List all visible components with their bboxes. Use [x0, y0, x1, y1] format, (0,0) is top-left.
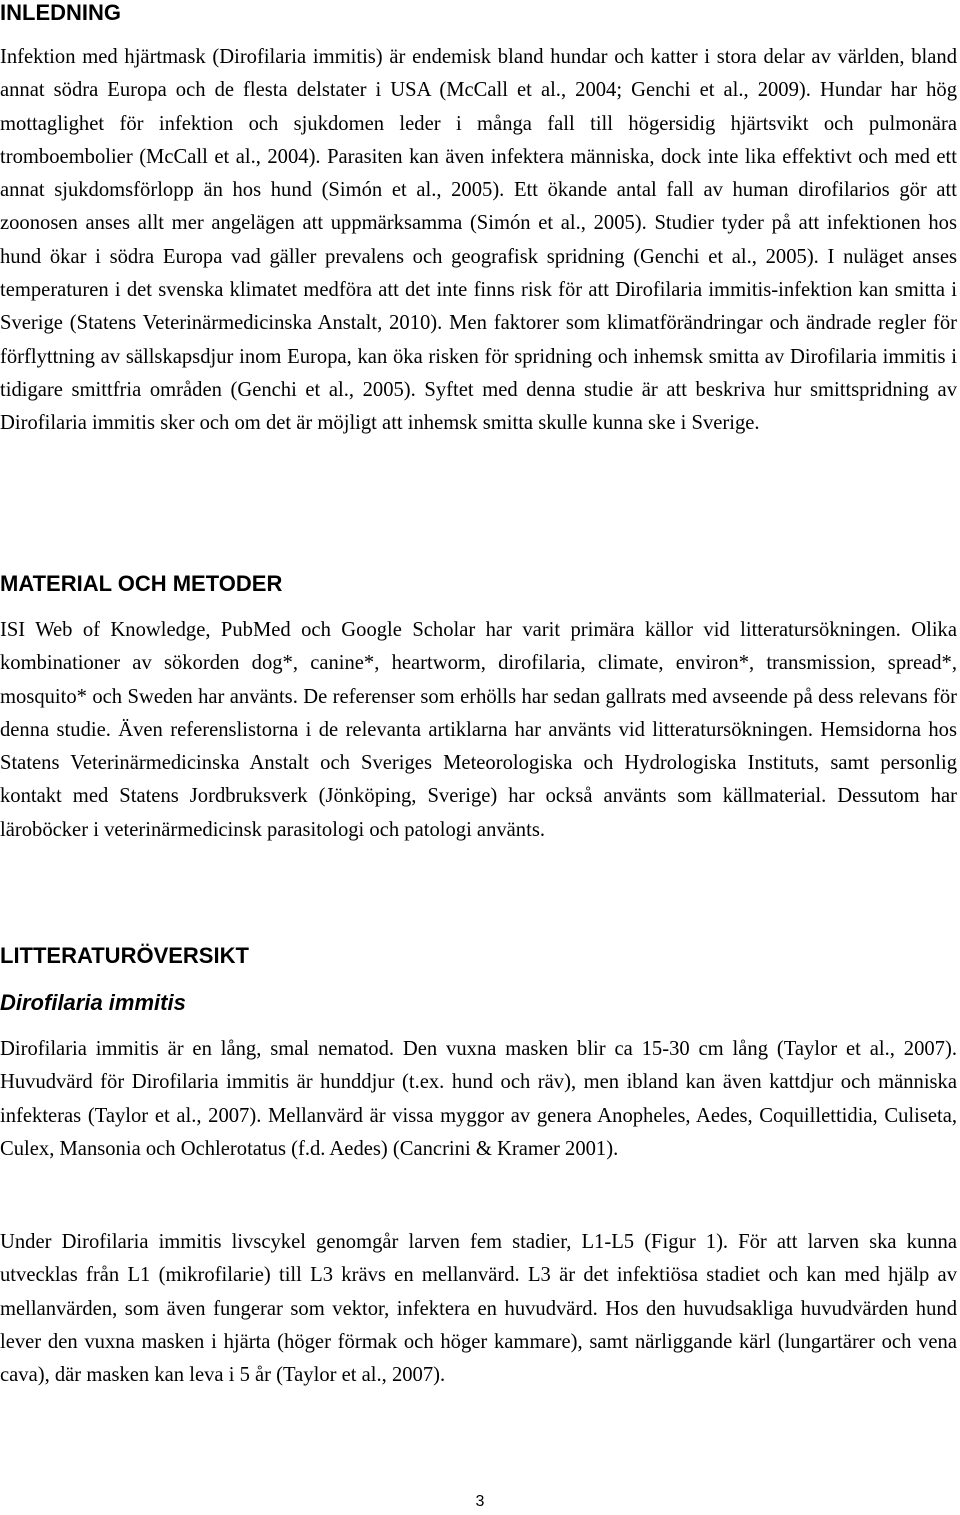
heading-inledning: INLEDNING [0, 0, 121, 25]
heading-litteraturoversikt: LITTERATURÖVERSIKT [0, 943, 249, 968]
paragraph-litteratur-1: Dirofilaria immitis är en lång, smal nematod. Den vuxna masken blir ca 15-30 cm lång (Taylor et al., 2007). Huvudvärd för Dirofilaria immitis är hunddjur (t.ex. hund och räv), men ibland kan även kattdjur och människa infekteras (Taylor et al., 2007). Mellanvärd är vissa myggor av genera Anopheles, Aedes, Coquillettidia, Culiseta, Culex, Mansonia och Ochlerotatus (f.d. Aedes) (Cancrini & Kramer 2001). [0, 1038, 957, 1160]
paragraph-material: ISI Web of Knowledge, PubMed och Google Scholar har varit primära källor vid litteratursökningen. Olika kombinationer av sökorden dog*, canine*, heartworm, dirofilaria, climate, environ*, transmission, spread*, mosquito* och Sweden har använts. De referenser som erhölls har sedan gallrats med avseende på dess relevans för denna studie. Även referenslistorna i de relevanta artiklarna har använts vid litteratursökningen. Hemsidorna hos Statens Veterinärmedicinska Anstalt och Sveriges Meteorologiska och Hydrologiska Instituts, samt personlig kontakt med Statens Jordbruksverk (Jönköping, Sverige) har också använts som källmaterial. Dessutom har läroböcker i veterinärmedicinsk parasitologi och patologi använts. [0, 619, 957, 841]
paragraph-litteratur-2: Under Dirofilaria immitis livscykel genomgår larven fem stadier, L1-L5 (Figur 1). För att larven ska kunna utvecklas från L1 (mikrofilarie) till L3 krävs en mellanvärd. L3 är det infektiösa stadiet och kan med hjälp av mellanvärden, som även fungerar som vektor, infektera en huvudvärd. Hos den huvudsakliga huvudvärden hund lever den vuxna masken i hjärta (höger förmak och höger kammare), samt närliggande kärl (lungartärer och vena cava), där masken kan leva i 5 år (Taylor et al., 2007). [0, 1231, 957, 1387]
page-number: 3 [475, 1493, 485, 1510]
heading-material-och-metoder: MATERIAL OCH METODER [0, 571, 283, 596]
paragraph-inledning: Infektion med hjärtmask (Dirofilaria immitis) är endemisk bland hundar och katter i stora delar av världen, bland annat södra Europa och de flesta delstater i USA (McCall et al., 2004; Genchi et al., 2009). Hundar har hög mottaglighet för infektion och sjukdomen leder i många fall till högersidig hjärtsvikt och pulmonära tromboembolier (McCall et al., 2004). Parasiten kan även infektera människa, dock inte lika effektivt och med ett annat sjukdomsförlopp än hos hund (Simón et al., 2005). Ett ökande antal fall av human dirofilarios gör att zoonosen anses allt mer angelägen att uppmärksamma (Simón et al., 2005). Studier tyder på att infektionen hos hund ökar i södra Europa vad gäller prevalens och geografisk spridning (Genchi et al., 2005). I nuläget anses temperaturen i det svenska klimatet medföra att det inte finns risk för att Dirofilaria immitis-infektion kan smitta i Sverige (Statens Veterinärmedicinska Anstalt, 2010). Men faktorer som klimatförändringar och ändrade regler för förflyttning av sällskapsdjur inom Europa, kan öka risken för spridning och inhemsk smitta av Dirofilaria immitis i tidigare smittfria områden (Genchi et al., 2005). Syftet med denna studie är att beskriva hur smittspridning av Dirofilaria immitis sker och om det är möjligt att inhemsk smitta skulle kunna ske i Sverige. [0, 46, 957, 435]
subheading-dirofilaria-immitis: Dirofilaria immitis [0, 990, 186, 1015]
